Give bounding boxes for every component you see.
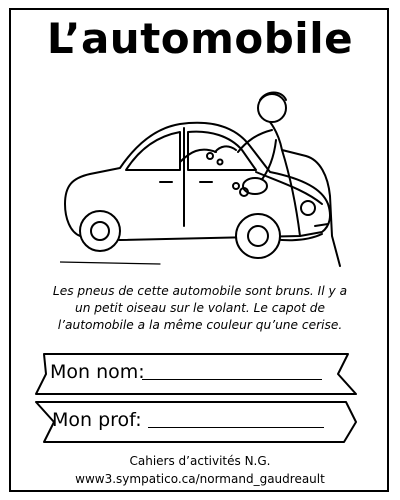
name-label: Mon nom: <box>50 361 145 383</box>
teacher-label: Mon prof: <box>52 409 142 431</box>
teacher-banner <box>30 400 360 444</box>
website-url[interactable]: www3.sympatico.ca/normand_gaudreault <box>75 472 325 486</box>
instructions-line-1: Les pneus de cette automobile sont bruns. Il y a <box>52 284 348 298</box>
instructions-line-2: un petit oiseau sur le volant. Le capot de <box>74 301 326 315</box>
name-field[interactable] <box>142 379 322 380</box>
car-washing-icon <box>60 86 355 271</box>
instructions-line-3: l’automobile a la même couleur qu’une cerise. <box>57 318 343 332</box>
page-title: L’automobile <box>46 14 354 63</box>
name-banner <box>30 352 360 396</box>
teacher-field[interactable] <box>148 427 324 428</box>
series-credit: Cahiers d’activités N.G. <box>129 454 271 468</box>
instructions-text <box>22 283 378 334</box>
